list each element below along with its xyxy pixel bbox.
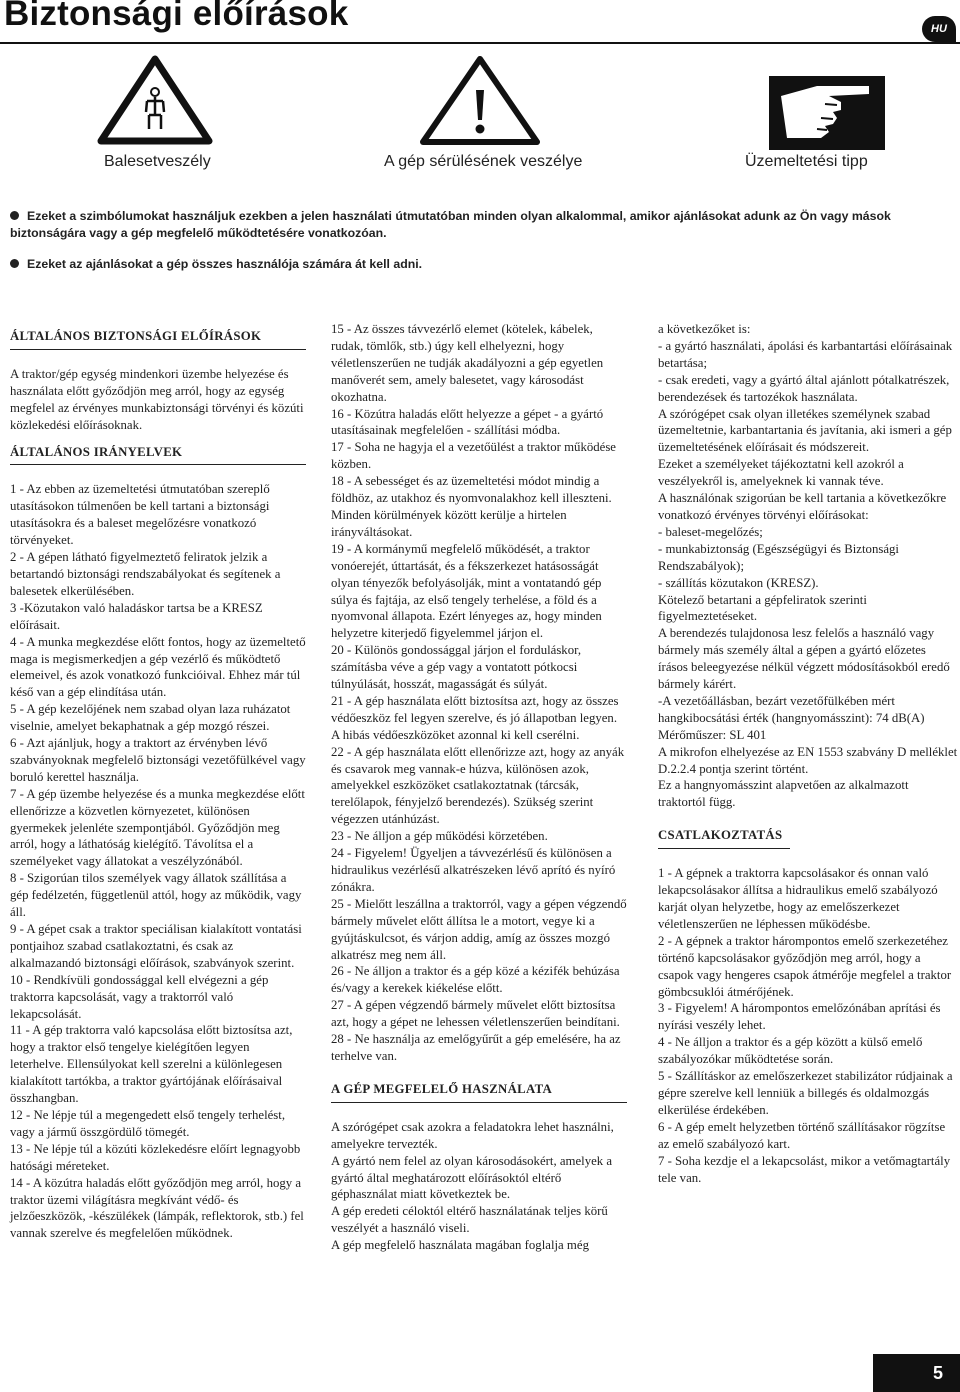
usage-cont-8: - munkabiztonság (Egészségügyi és Biztonsági Rendszabályok); [658,541,899,573]
bullet-icon [10,259,19,268]
rule-20: 20 - Különös gondossággal járjon el forduláskor, számításba véve a gép vagy a vontatott pótkocsi túlnyúlását, hosszát, magasságát és súlyát. [331,643,582,692]
hitch-rule-5: 5 - Szállításkor az emelőszerkezet stabilizátor rúdjainak a gépre szerelve kell lenniük a billegés és oldalmozgás elkerülése érdekében. [658,1069,953,1117]
rule-19: 19 - A kormánymű megfelelő működését, a traktor vonóerejét, úttartását, és a fékszerkezet hatásosságát olyan tényezők befolyásolják, mint a vontatandó gép súlya és fajtája, az első tengely terhelése, a föld és a nyomvonal állapota. Ezért lényeges az, hogy minden helyzetre kiterjedő figyelemmel járjon el. [331,541,602,641]
symbol-machine-damage [350,56,610,146]
symbol-tip-label: Üzemeltetési tipp [745,153,868,170]
general-safety-heading: ÁLTALÁNOS BIZTONSÁGI ELŐÍRÁSOK [10,328,306,350]
language-badge: HU [922,16,956,42]
hitching-heading: CSATLAKOZTATÁS [658,827,790,849]
column-1 [10,321,306,1242]
rule-13: 13 - Ne lépje túl a közúti közlekedésre előírt legnagyobb hatósági méreteket. [10,1141,301,1173]
title-underline [0,42,960,44]
rule-14: 14 - A közútra haladás előtt győződjön meg arról, hogy a traktor üzemi világításra megkívánt védő- és jelzőeszközök, -készülékek (lámpák, reflektorok, stb.) fel vannak szerelve és megfelelően működnek. [10,1175,304,1241]
rule-7: 7 - A gép üzembe helyezése és a munka megkezdése előtt ellenőrizze a közvetlen környezetet, különösen gyermekek jelenléte szempontjából. Győződjön meg arról, hogy a láthatóság kielégítő. Távolítsa el a személyeket vagy állatokat a veszélyzónából. [10,786,305,869]
noise-level: -A vezetőállásban, bezárt vezetőfülkében mért hangkibocsátási érték (hangnyomásszint): 74 dB(A) [658,693,925,725]
usage-cont-10: Kötelező betartani a gépfeliratok szerinti figyelmeztetéseket. [658,592,867,624]
rule-23: 23 - Ne álljon a gép működési körzetében. [331,829,548,844]
rule-21: 21 - A gép használata előtt biztosítsa azt, hogy az összes védőeszköz fel legyen szerelve, és jó állapotban legyen. A hibás védőeszközöket azonnal ki kell cserélni. [331,693,619,742]
rule-5: 5 - A gép kezelőjének nem szabad olyan laza ruházatot viselnie, amelyet bekaphatnak a gép mozgó részei. [10,702,291,734]
rule-16: 16 - Közútra haladás előtt helyezze a gépet - a gyártó utasításainak megfelelően - szállítási módba. [331,406,604,438]
proper-use-text-4: A gép megfelelő használata magában foglalja még [331,1238,589,1253]
symbol-tip [697,74,957,152]
general-safety-text: A traktor/gép egység mindenkori üzembe helyezése és használata előtt győződjön meg arról, hogy az egység megfelel az érvényes munkabiztonsági törvényi és közúti közlekedési előírásoknak. [10,366,304,432]
usage-cont-3: - csak eredeti, vagy a gyártó által ajánlott pótalkatrészek, berendezések és tartozékok használata. [658,372,950,404]
rule-17: 17 - Soha ne hagyja el a vezetőülést a traktor működése közben. [331,440,616,472]
hitch-rule-1: 1 - A gépnek a traktorra kapcsolásakor és onnan való lekapcsolásakor állítsa a hidraulikus emelő szabályozó karját olyan helyzetbe, hogy az emelőszerkezet véletlenszerűen ne léphessen működésbe. [658,866,938,931]
proper-use-text-1: A szórógépet csak azokra a feladatokra lehet használni, amelyekre tervezték. [331,1119,614,1151]
rule-10: 10 - Rendkívüli gondossággal kell elvégezni a gép traktorra kapcsolását, vagy a traktorról való lekapcsolását. [10,972,269,1021]
hitch-rule-6: 6 - A gép emelt helyzetben történő szállításakor rögzítse az emelő szabályozó kart. [658,1119,946,1151]
pointing-hand-icon [767,74,887,152]
rule-27: 27 - A gépen végzendő bármely művelet előtt biztosítsa azt, hogy a gépet ne lehessen véletlenszerűen beindítani. [331,998,620,1030]
intro-bullet-2: Ezeket az ajánlásokat a gép összes használója számára át kell adni. [10,256,955,273]
rule-9: 9 - A gépet csak a traktor speciálisan kialakított vontatási pontjaihoz szabad csatlakoztatni, és csak az alkalmazandó biztonsági előírások, szabványok szerint. [10,922,302,970]
usage-cont-11: A berendezés tulajdonosa lesz felelős a használó vagy bármely más személy által a gépen a gyártó előzetes írásos beleegyezése nélkül végzett módosításokból eredő bármely kárért. [658,626,950,692]
proper-use-text-3: A gép eredeti céloktól eltérő használatának teljes körű veszélyét a használó viseli. [331,1204,608,1236]
general-guidelines-heading: ÁLTALÁNOS IRÁNYELVEK [10,444,306,466]
measuring-device: Mérőműszer: SL 401 [658,727,767,742]
usage-cont-6: A használónak szigorúan be kell tartania a következőkre vonatkozó érvényes törvényi előírásokat: [658,491,947,522]
noise-note: Ez a hangnyomásszint alapvetően az alkalmazott traktortól függ. [658,778,909,810]
rule-3: 3 -Közutakon való haladáskor tartsa be a KRESZ előírásait. [10,600,263,632]
rule-26: 26 - Ne álljon a traktor és a gép közé a kézifék behúzása és/vagy a kerekek kiékelése előtt. [331,964,620,996]
proper-use-text-2: A gyártó nem felel az olyan károsodásokért, amelyek a gyártó által meghatározott előírásoktól eltérő géphasználat miatt következtek be. [331,1153,613,1202]
usage-cont-1: a következőket is: [658,322,751,336]
hitch-rule-4: 4 - Ne álljon a traktor és a gép között a külső emelő szabályozókar működtetése során. [658,1035,923,1067]
rule-25: 25 - Mielőtt leszállna a traktorról, vagy a gépen végzendő bármely művelet előtt állítsa le a motort, vegye ki a gyújtáskulcsot, és várjon addig, amíg az összes mozgó alkatrész meg nem áll. [331,896,627,962]
hitch-rule-3: 3 - Figyelem! A hárompontos emelőzónában aprítási és nyírási veszély lehet. [658,1001,941,1033]
usage-cont-9: - szállítás közutakon (KRESZ). [658,575,819,590]
microphone-placement: A mikrofon elhelyezése az EN 1553 szabvány D melléklet D.2.2.4 pontja szerint történt. [658,744,958,776]
usage-cont-7: - baleset-megelőzés; [658,524,763,539]
proper-use-heading: A GÉP MEGFELELŐ HASZNÁLATA [331,1081,627,1103]
page-number: 5 [873,1354,960,1392]
intro-bullet-1: Ezeket a szimbólumokat használjuk ezekben a jelen használati útmutatóban minden olyan alkalommal, amikor ajánlásokat adunk az Ön vagy mások biztonságára vagy a gép megfelelő működtetésére vonatkozóan. [10,209,891,240]
page-title: Biztonsági előírások [4,0,349,33]
rule-12: 12 - Ne lépje túl a megengedett első tengely terhelést, vagy a jármű összgördülő tömegét. [10,1107,286,1139]
rule-11: 11 - A gép traktorra való kapcsolása előtt biztosítsa azt, hogy a traktor első tengelye kielégítően legyen leterhelve. Ellensúlyokat kell szerelni a különlegesen kialakított tartókba, a traktor gyártójának előírásaival összhangban. [10,1023,293,1106]
bullet-icon [10,211,19,220]
hitch-rule-7: 7 - Soha kezdje el a lekapcsolást, mikor a vetőmagtartály tele van. [658,1153,951,1185]
usage-cont-5: Ezeket a személyeket tájékoztatni kell azokról a veszélyekről is, amelyeknek ki vannak téve. [658,457,904,489]
machine-damage-warning-icon [420,56,540,146]
rule-22: 22 - A gép használata előtt ellenőrizze azt, hogy az anyák és csavarok meg vannak-e húzva, különösen azok, amelyekkel eszközöket csatlakoztatnak (tárcsák, terelőlapok, fényjelző berendezés). Szükség szerint végezzen utánhúzást. [331,744,625,827]
symbol-machine-damage-label: A gép sérülésének veszélye [384,153,583,170]
accident-warning-icon [97,55,213,145]
symbol-accident [25,55,285,145]
column-3 [658,321,958,1186]
usage-cont-2: - a gyártó használati, ápolási és karbantartási előírásainak betartása; [658,338,953,370]
rule-8: 8 - Szigorúan tilos személyek vagy állatok szállítása a gép fedélzetén, függetlenül attól, hogy az működik, vagy áll. [10,871,302,920]
rule-18: 18 - A sebességet és az üzemeltetési módot mindig a földhöz, az utakhoz és nyomvonalakhoz kell illeszteni. Minden körülmények között kerülje a hirtelen irányváltásokat. [331,474,612,539]
rule-6: 6 - Azt ajánljuk, hogy a traktort az érvényben lévő szabványoknak megfelelő biztonsági vezetőfülkével vagy boruló kerettel használja. [10,736,306,784]
rule-24: 24 - Figyelem! Ügyeljen a távvezérlésű és különösen a hidraulikus vezérlésű alkatrészeken lévő aprító és nyíró zónákra. [331,846,616,894]
rule-15: 15 - Az összes távvezérlő elemet (kötelek, kábelek, rudak, tömlők, stb.) úgy kell elhelyezni, hogy véletlenszerűen ne tudják akadályozni a gép egyetlen manőverét sem, amely balesetet, vagy károsodást okozhatna. [331,322,604,404]
rule-4: 4 - A munka megkezdése előtt fontos, hogy az üzemeltető maga is megismerkedjen a gép vezérlő és működtető elemeivel, és azok vonatkozó funkcióival. Ehhez már túl késő van a gép elindítása után. [10,634,306,700]
usage-cont-4: A szórógépet csak olyan illetékes személynek szabad üzemeltetnie, karbantartania és javítania, aki ismeri a gép üzemeltetésének előírásait és módszereit. [658,406,952,455]
symbol-accident-label: Balesetveszély [104,153,211,170]
rule-28: 28 - Ne használja az emelőgyűrűt a gép emelésére, ha az terhelve van. [331,1032,621,1063]
hitch-rule-2: 2 - A gépnek a traktor hárompontos emelő szerkezetéhez történő kapcsolásakor győződjön meg arról, hogy a csapok vagy hengeres csapok átmérője megfelel a traktor gömbcsuklói átmérőjének. [658,933,952,999]
rule-1: 1 - Az ebben az üzemeltetési útmutatóban szereplő utasításokon túlmenően be kell tartani a biztonsági utasításokra és a baleset megelőzésre vonatkozó törvényeket. [10,482,270,548]
column-2 [331,321,627,1254]
rule-2: 2 - A gépen látható figyelmeztető feliratok jelzik a betartandó biztonsági rendszabályokat és segítenek a balesetek elkerülésében. [10,550,281,598]
